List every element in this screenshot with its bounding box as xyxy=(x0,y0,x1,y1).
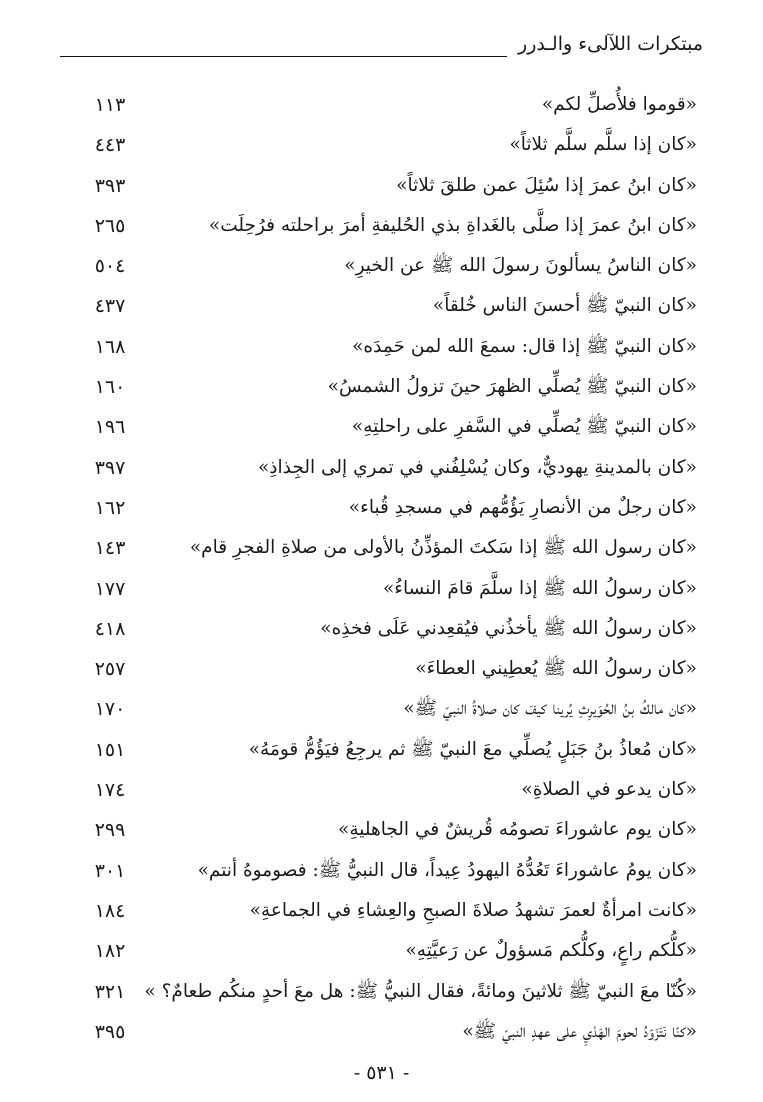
index-entry xyxy=(74,449,697,489)
entry-text: «كان يومُ عاشوراءَ تَعُدُّهُ اليهودُ عِيداً، قال النبيُّ ﷺ: فصوموهُ أنتم» xyxy=(197,859,697,881)
header-rule xyxy=(60,56,507,57)
index-entry xyxy=(74,529,697,569)
index-entry xyxy=(74,650,697,690)
entry-text: «كُنّا معَ النبيّ ﷺ ثلاثينَ ومائةً، فقال النبيُّ ﷺ: هل معَ أحدٍ منكُم طعامٌ؟ » xyxy=(144,980,697,1002)
entry-page-number: ١٩٦ xyxy=(94,416,126,439)
entry-page-number: ١١٣ xyxy=(94,94,126,116)
entry-text: «كان النبيّ ﷺ إذا قال: سمعَ الله لمن حَمِدَه» xyxy=(352,335,697,357)
index-entry xyxy=(74,86,697,126)
index-entry xyxy=(74,610,697,650)
entry-text: «كان بالمدينةِ يهوديٌّ، وكان يُسْلِفُني في تمري إلى الجِذاذِ» xyxy=(257,456,697,478)
entry-text: «كان رسولُ الله ﷺ إذا سلَّمَ قامَ النساءُ» xyxy=(382,577,697,599)
index-entry xyxy=(74,811,697,851)
hadith-index-list xyxy=(74,86,697,1053)
entry-text: «كان رسولُ الله ﷺ يُعطِيني العطاءَ» xyxy=(415,658,697,680)
index-entry xyxy=(74,126,697,166)
entry-page-number: ٣٩٧ xyxy=(94,456,126,479)
entry-page-number: ١٧٠ xyxy=(94,698,126,721)
index-entry xyxy=(74,489,697,529)
entry-page-number: ٣٩٥ xyxy=(94,1020,126,1043)
index-entry xyxy=(74,1013,697,1053)
entry-text: «كان رجلٌ من الأنصارِ يَؤُمُّهم في مسجدِ قُباء» xyxy=(348,496,697,518)
index-entry xyxy=(74,731,697,771)
entry-text: «كان مالكُ بنُ الحُوَيرِثِ يُرينا كيفَ كان صلاةُ النبيّ ﷺ» xyxy=(403,698,697,720)
index-entry xyxy=(74,247,697,287)
entry-page-number: ٢٥٧ xyxy=(94,658,126,681)
entry-page-number: ١٤٣ xyxy=(94,537,126,560)
entry-page-number: ١٧٧ xyxy=(94,577,126,600)
entry-text: «كان رسولُ الله ﷺ يأخذُني فيُقعِدني عَلَى فخذِه» xyxy=(320,617,697,639)
index-entry xyxy=(74,287,697,327)
entry-page-number: ١٧٤ xyxy=(94,779,126,802)
entry-text: «كان رسول الله ﷺ إذا سَكتَ المؤذِّنُ بالأولى من صلاةِ الفجرِ قام» xyxy=(189,537,697,559)
entry-page-number: ٤١٨ xyxy=(94,617,126,640)
index-entry xyxy=(74,932,697,972)
entry-text: «كلُّكم راعٍ، وكلُّكم مَسؤولٌ عن رَعيَّتِهِ» xyxy=(405,940,697,962)
entry-text: «كنّا نَتَزَوّدُ لحومَ الهَدْيِ على عهدِ النبيّ ﷺ» xyxy=(462,1020,697,1042)
entry-text: «كان يدعو في الصلاةِ» xyxy=(521,779,697,801)
index-entry xyxy=(74,368,697,408)
index-entry xyxy=(74,852,697,892)
entry-page-number: ١٦٢ xyxy=(94,496,126,519)
entry-page-number: ١٨٢ xyxy=(94,940,126,963)
entry-page-number: ٣٢١ xyxy=(94,980,126,1003)
entry-page-number: ٣٠١ xyxy=(94,859,126,882)
entry-page-number: ١٥١ xyxy=(94,738,126,761)
index-entry xyxy=(74,771,697,811)
index-entry xyxy=(74,892,697,932)
entry-page-number: ٣٩٣ xyxy=(94,174,126,197)
entry-page-number: ٤٤٣ xyxy=(94,134,126,157)
running-header-title: مبتكرات اللآلىء والـدرر xyxy=(518,33,703,55)
entry-text: «كان النبيّ ﷺ يُصلِّي في السَّفرِ على راحلتِهِ» xyxy=(351,416,697,438)
entry-page-number: ١٦٨ xyxy=(94,335,126,358)
entry-text: «كان ابنُ عمرَ إذا سُئِلَ عمن طلقَ ثلاثاً» xyxy=(396,174,697,196)
entry-page-number: ٤٣٧ xyxy=(94,295,126,318)
page-number-footer: - ٥٣١ - xyxy=(353,1062,410,1084)
entry-text: «كانت امرأةٌ لعمرَ تشهدُ صلاةَ الصبحِ والعِشاءِ في الجماعةِ» xyxy=(249,899,697,921)
index-entry xyxy=(74,973,697,1013)
entry-page-number: ١٨٤ xyxy=(94,899,126,922)
entry-page-number: ٥٠٤ xyxy=(94,255,126,278)
index-entry xyxy=(74,167,697,207)
entry-page-number: ٢٩٩ xyxy=(94,819,126,842)
entry-text: «كان مُعاذُ بنُ جَبَلٍ يُصلِّي معَ النبيّ ﷺ ثم يرجِعُ فيَؤُمُّ قومَهُ» xyxy=(248,738,697,760)
entry-text: «كان النبيّ ﷺ أحسنَ الناس خُلقاً» xyxy=(432,295,697,317)
index-entry xyxy=(74,690,697,730)
entry-page-number: ١٦٠ xyxy=(94,376,126,399)
entry-text: «كان يوم عاشوراءَ تصومُه قُريشٌ في الجاهليةِ» xyxy=(338,819,697,841)
entry-page-number: ٢٦٥ xyxy=(94,214,126,237)
running-header xyxy=(60,30,703,60)
entry-text: «كان ابنُ عمرَ إذا صلَّى بالغَداةِ بذي الحُليفةِ أمرَ براحلته فرُحِلَت» xyxy=(208,214,697,236)
entry-text: «كان النبيّ ﷺ يُصلِّي الظهرَ حينَ تزولُ الشمسُ» xyxy=(327,376,697,398)
entry-text: «كان إذا سلَّم سلَّم ثلاثاً» xyxy=(509,134,697,156)
index-entry xyxy=(74,570,697,610)
entry-text: «قوموا فلأُصلِّ لكم» xyxy=(541,94,697,115)
entry-text: «كان الناسُ يسألونَ رسولَ الله ﷺ عن الخيرِ» xyxy=(344,255,697,277)
index-entry xyxy=(74,408,697,448)
index-entry xyxy=(74,328,697,368)
index-entry xyxy=(74,207,697,247)
